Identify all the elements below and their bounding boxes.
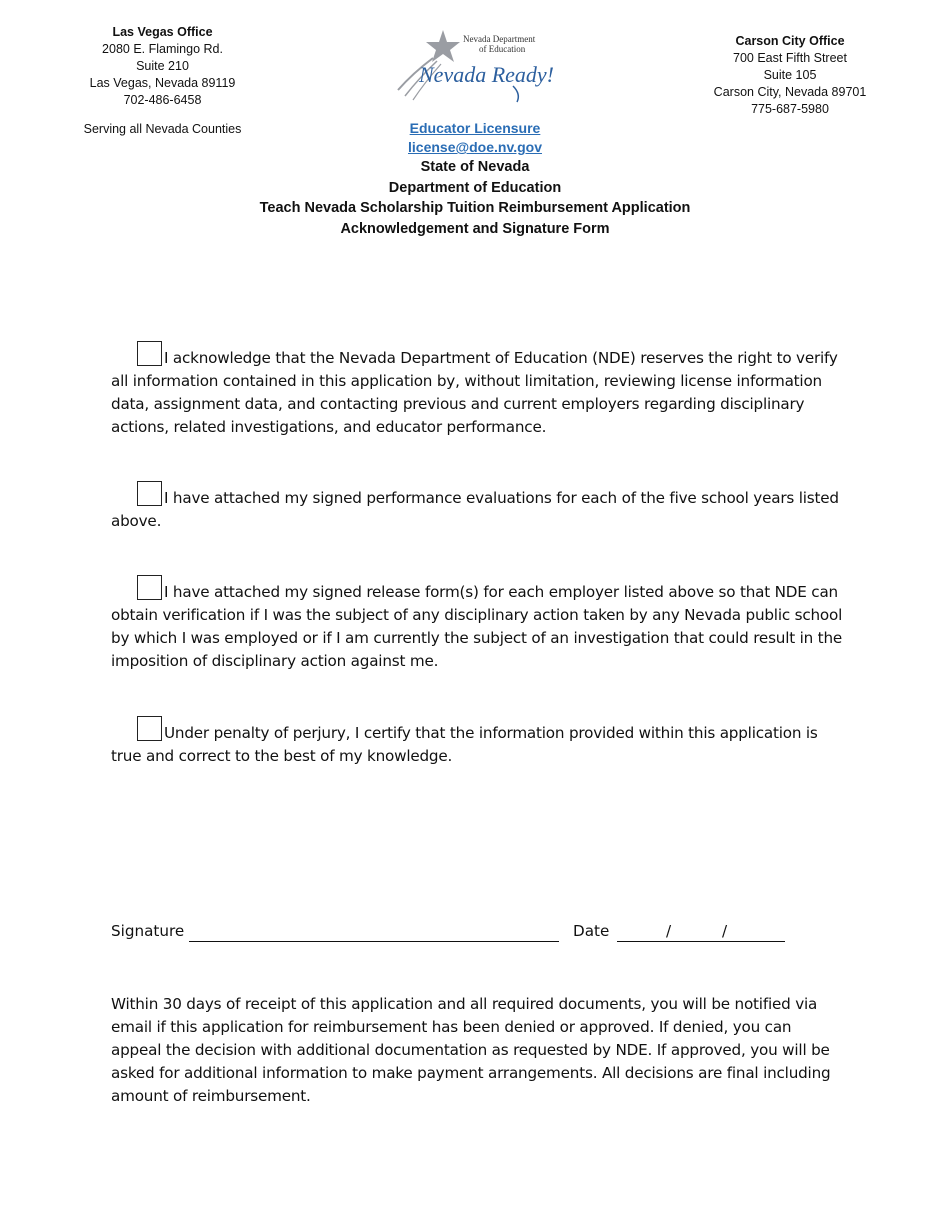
date-separator: / (722, 922, 728, 940)
nevada-ready-logo-icon (393, 28, 563, 108)
signature-row (111, 922, 846, 946)
perjury-certification-checkbox[interactable] (137, 716, 162, 741)
evaluations-attached-checkbox[interactable] (137, 481, 162, 506)
carson-city-address1: 700 East Fifth Street (733, 51, 847, 65)
acknowledgement-text: Under penalty of perjury, I certify that the information provided within this application is true and correct to the best of my knowledge. (111, 724, 818, 765)
las-vegas-address2: Suite 210 (136, 59, 189, 73)
notification-paragraph: Within 30 days of receipt of this application and all required documents, you will be notified via email if this application for reimbursement has been denied or approved. If denied, you can appeal the decision with additional documentation as requested by NDE. If approved, you will be asked for additional information to make payment arrangements. All decisions are final including amount of reimbursement. (111, 995, 831, 1105)
signature-field[interactable] (189, 941, 559, 942)
nde-logo (393, 28, 563, 108)
acknowledgement-text: I have attached my signed performance evaluations for each of the five school years listed above. (111, 489, 839, 530)
date-separator: / (666, 922, 672, 940)
serving-counties-note: Serving all Nevada Counties (83, 122, 242, 136)
acknowledgement-text: I acknowledge that the Nevada Department of Education (NDE) reserves the right to verify all information contained in this application by, without limitation, reviewing license information data, assignment data, and contacting previous and current employers regarding disciplinary actions, related investigations, and educator performance. (111, 349, 838, 436)
acknowledge-verification-checkbox[interactable] (137, 341, 162, 366)
form-title: Teach Nevada Scholarship Tuition Reimbursement Application (259, 200, 691, 216)
carson-city-office (690, 33, 890, 118)
carson-city-phone: 775-687-5980 (751, 102, 829, 116)
las-vegas-address1: 2080 E. Flamingo Rd. (102, 42, 223, 56)
star-icon (426, 30, 460, 62)
educator-licensure-link[interactable]: Educator Licensure (409, 120, 541, 136)
form-header (200, 119, 750, 239)
state-name: State of Nevada (420, 159, 530, 175)
form-subtitle: Acknowledgement and Signature Form (340, 220, 610, 237)
carson-city-office-title: Carson City Office (735, 34, 845, 48)
signature-label: Signature (111, 922, 185, 940)
carson-city-address2: Suite 105 (763, 68, 817, 82)
department-name: Department of Education (388, 179, 562, 196)
logo-tagline: Nevada Ready! (419, 62, 554, 87)
logo-line2: of Education (479, 44, 526, 54)
acknowledgement-item (111, 481, 846, 533)
release-forms-attached-checkbox[interactable] (137, 575, 162, 600)
date-label: Date (573, 922, 610, 940)
las-vegas-phone: 702-486-6458 (123, 93, 202, 107)
acknowledgement-item (111, 341, 846, 439)
logo-line1: Nevada Department (463, 34, 536, 44)
date-field[interactable] (617, 941, 785, 942)
acknowledgement-text: I have attached my signed release form(s) for each employer listed above so that NDE can obtain verification if I was the subject of any disciplinary action taken by any Nevada public school by which I was employed or if I am currently the subject of an investigation that could result in the imposition of disciplinary action against me. (111, 583, 843, 670)
license-email-link[interactable]: license@doe.nv.gov (408, 139, 542, 155)
acknowledgement-item (111, 716, 846, 768)
las-vegas-office-title: Las Vegas Office (112, 25, 213, 39)
acknowledgement-item (111, 575, 846, 673)
las-vegas-city: Las Vegas, Nevada 89119 (89, 76, 236, 90)
las-vegas-office (60, 24, 265, 109)
carson-city-city: Carson City, Nevada 89701 (713, 85, 867, 99)
